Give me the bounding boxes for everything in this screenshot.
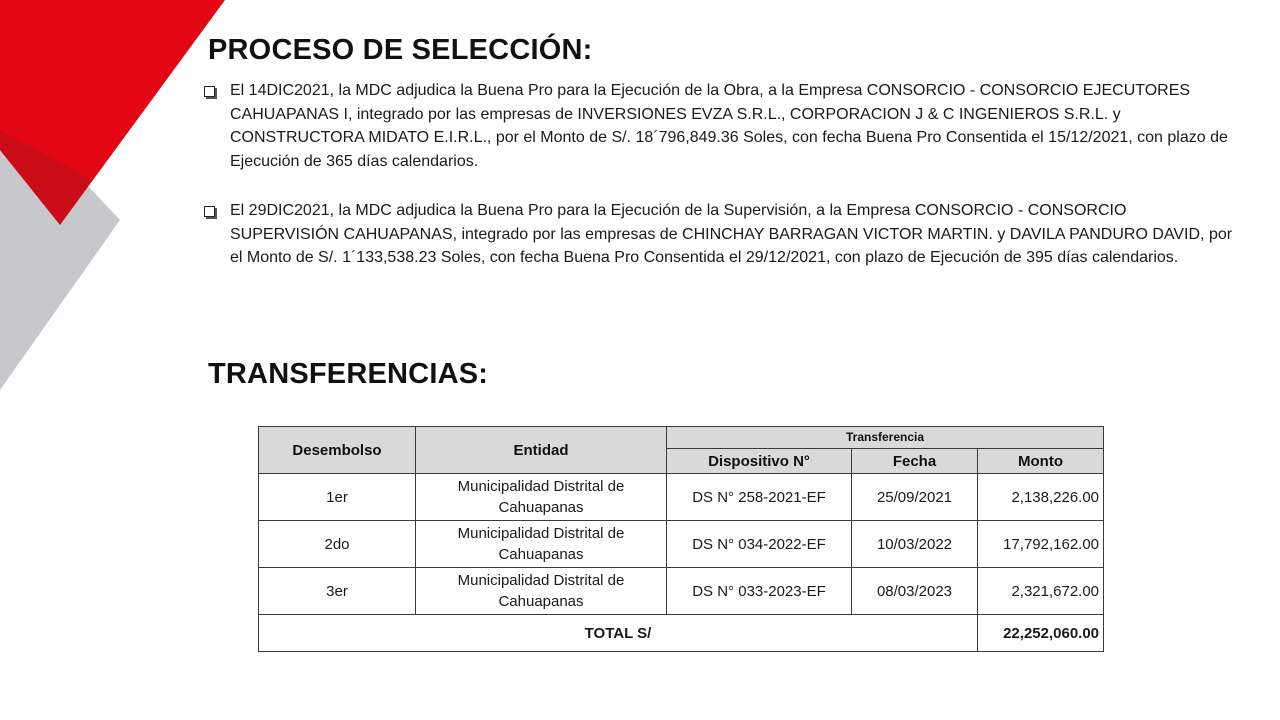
cell-entidad: Municipalidad Distrital de Cahuapanas xyxy=(416,521,667,568)
transferencias-table xyxy=(258,426,1104,652)
header-entidad: Entidad xyxy=(416,427,667,474)
checkbox-bullet-icon xyxy=(204,206,215,217)
cell-dispositivo: DS N° 258-2021-EF xyxy=(667,474,852,521)
bullet-text: El 14DIC2021, la MDC adjudica la Buena Pro para la Ejecución de la Obra, a la Empresa CONSORCIO - CONSORCIO EJECUTORES CAHUAPANAS I, integrado por las empresas de INVERSIONES EVZA S.R.L., CORPORACION J & C INGENIEROS S.R.L. y CONSTRUCTORA MIDATO E.I.R.L., por el Monto de S/. 18´796,849.36 Soles, con fecha Buena Pro Consentida el 15/12/2021, con plazo de Ejecución de 365 días calendarios. xyxy=(230,82,1228,170)
cell-entidad: Municipalidad Distrital de Cahuapanas xyxy=(416,568,667,615)
checkbox-bullet-icon xyxy=(204,86,215,97)
table-row xyxy=(259,568,1104,615)
total-label: TOTAL S/ xyxy=(259,615,978,652)
header-desembolso: Desembolso xyxy=(259,427,416,474)
cell-monto: 17,792,162.00 xyxy=(978,521,1104,568)
bullet-item xyxy=(198,199,1238,270)
header-transferencia: Transferencia xyxy=(667,427,1104,449)
section-title-transferencias: TRANSFERENCIAS: xyxy=(208,358,489,390)
header-monto: Monto xyxy=(978,449,1104,474)
total-row xyxy=(259,615,1104,652)
cell-fecha: 25/09/2021 xyxy=(852,474,978,521)
cell-dispositivo: DS N° 033-2023-EF xyxy=(667,568,852,615)
table-row xyxy=(259,521,1104,568)
total-value: 22,252,060.00 xyxy=(978,615,1104,652)
cell-monto: 2,138,226.00 xyxy=(978,474,1104,521)
seleccion-bullet-list xyxy=(198,79,1238,270)
cell-desembolso: 1er xyxy=(259,474,416,521)
section-title-seleccion: PROCESO DE SELECCIÓN: xyxy=(208,34,593,66)
bullet-text: El 29DIC2021, la MDC adjudica la Buena Pro para la Ejecución de la Supervisión, a la Empresa CONSORCIO - CONSORCIO SUPERVISIÓN CAHUAPANAS, integrado por las empresas de CHINCHAY BARRAGAN VICTOR MARTIN. y DAVILA PANDURO DAVID, por el Monto de S/. 1´133,538.23 Soles, con fecha Buena Pro Consentida el 29/12/2021, con plazo de Ejecución de 395 días calendarios. xyxy=(230,202,1233,266)
header-fecha: Fecha xyxy=(852,449,978,474)
cell-fecha: 08/03/2023 xyxy=(852,568,978,615)
bullet-item xyxy=(198,79,1238,173)
table-row xyxy=(259,474,1104,521)
header-dispositivo: Dispositivo N° xyxy=(667,449,852,474)
cell-entidad: Municipalidad Distrital de Cahuapanas xyxy=(416,474,667,521)
cell-desembolso: 2do xyxy=(259,521,416,568)
cell-dispositivo: DS N° 034-2022-EF xyxy=(667,521,852,568)
cell-monto: 2,321,672.00 xyxy=(978,568,1104,615)
cell-fecha: 10/03/2022 xyxy=(852,521,978,568)
cell-desembolso: 3er xyxy=(259,568,416,615)
